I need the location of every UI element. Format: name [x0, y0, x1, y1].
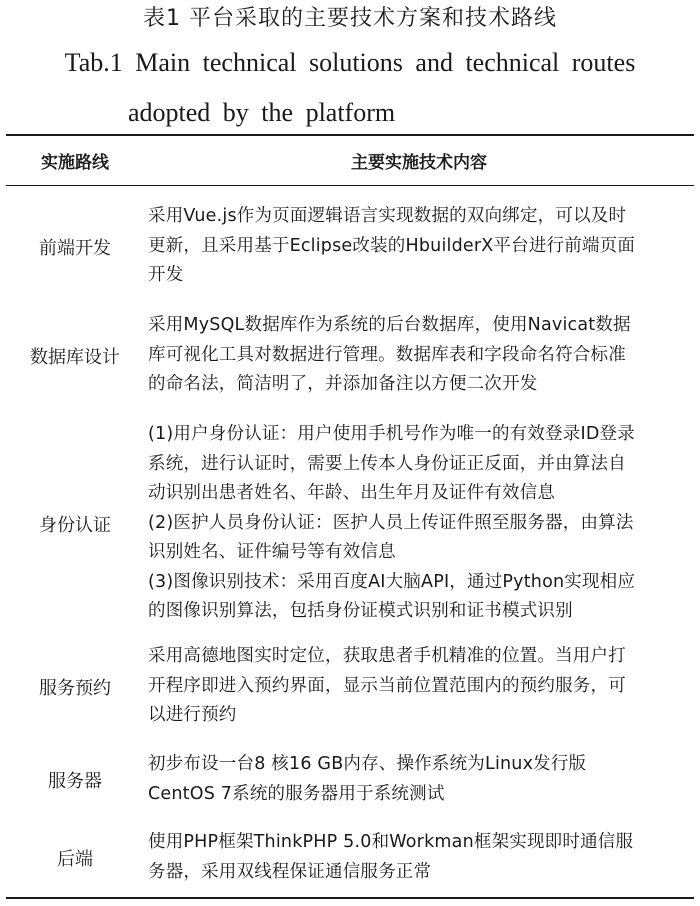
table-row-frontend: [6, 202, 694, 292]
table-row-identity: [6, 420, 694, 627]
content-line: 更新，且采用基于Eclipse改装的HbuilderX平台进行前端页面: [148, 235, 636, 256]
content-cell: [148, 420, 694, 627]
content-line: (3)图像识别技术：采用百度AI大脑API，通过Python实现相应: [148, 571, 636, 592]
content-line: 库可视化工具对数据进行管理。数据库表和字段命名符合标准: [148, 344, 626, 365]
table-row-backend: [6, 828, 694, 888]
route-cell: 前端开发: [39, 238, 111, 259]
content-line: 采用Vue.js作为页面逻辑语言实现数据的双向绑定，可以及时: [148, 206, 627, 226]
header-content: 主要实施技术内容: [351, 153, 487, 173]
content-line: 开发: [148, 265, 184, 285]
content-cell: [148, 750, 694, 809]
table-row-server: [6, 750, 694, 810]
content-cell: [148, 642, 694, 731]
header-route: 实施路线: [41, 153, 109, 173]
content-cell: [148, 828, 694, 887]
content-line: (2)医护人员身份认证：医护人员上传证件照至服务器，由算法: [148, 512, 634, 533]
table-caption-zh: 表1 平台采取的主要技术方案和技术路线: [143, 6, 557, 31]
content-line: 的命名法，简洁明了，并添加备注以方便二次开发: [148, 374, 538, 394]
table-row-appointment: [6, 642, 694, 732]
route-cell: 身份认证: [39, 514, 111, 536]
content-line: (1)用户身份认证：用户使用手机号作为唯一的有效登录ID登录: [148, 424, 635, 444]
content-line: CentOS 7系统的服务器用于系统测试: [148, 783, 445, 804]
content-line: 的图像识别算法，包括身份证模式识别和证书模式识别: [148, 601, 573, 621]
table-caption-en-line1: Tab.1 Main technical solutions and technical routes: [64, 48, 636, 77]
table-caption-en-line2: adopted by the platform: [128, 98, 396, 127]
content-line: 采用MySQL数据库作为系统的后台数据库，使用Navicat数据: [148, 315, 631, 335]
table-header-rule: [6, 185, 694, 186]
content-line: 以进行预约: [148, 705, 237, 725]
content-cell: [148, 311, 694, 400]
content-line: 系统，进行认证时，需要上传本人身份证正反面，并由算法自: [148, 453, 626, 474]
content-line: 动识别出患者姓名、年龄、出生年月及证件有效信息: [148, 483, 556, 503]
content-line: 务器，采用双线程保证通信服务正常: [148, 861, 432, 882]
table-bottom-rule: [6, 897, 694, 899]
route-cell: 服务预约: [39, 678, 111, 699]
route-cell: 数据库设计: [30, 347, 120, 368]
content-line: 初步布设一台8 核16 GB内存、操作系统为Linux发行版: [148, 754, 587, 774]
content-cell: [148, 202, 694, 291]
content-line: 采用高德地图实时定位，获取患者手机精准的位置。当用户打: [148, 646, 626, 666]
table-row-database: [6, 311, 694, 401]
content-line: 使用PHP框架ThinkPHP 5.0和Workman框架实现即时通信服: [148, 832, 634, 852]
route-cell: 服务器: [48, 771, 102, 792]
route-cell: 后端: [57, 849, 93, 870]
content-line: 开程序即进入预约界面，显示当前位置范围内的预约服务，可: [148, 675, 626, 696]
content-line: 识别姓名、证件编号等有效信息: [148, 542, 396, 562]
